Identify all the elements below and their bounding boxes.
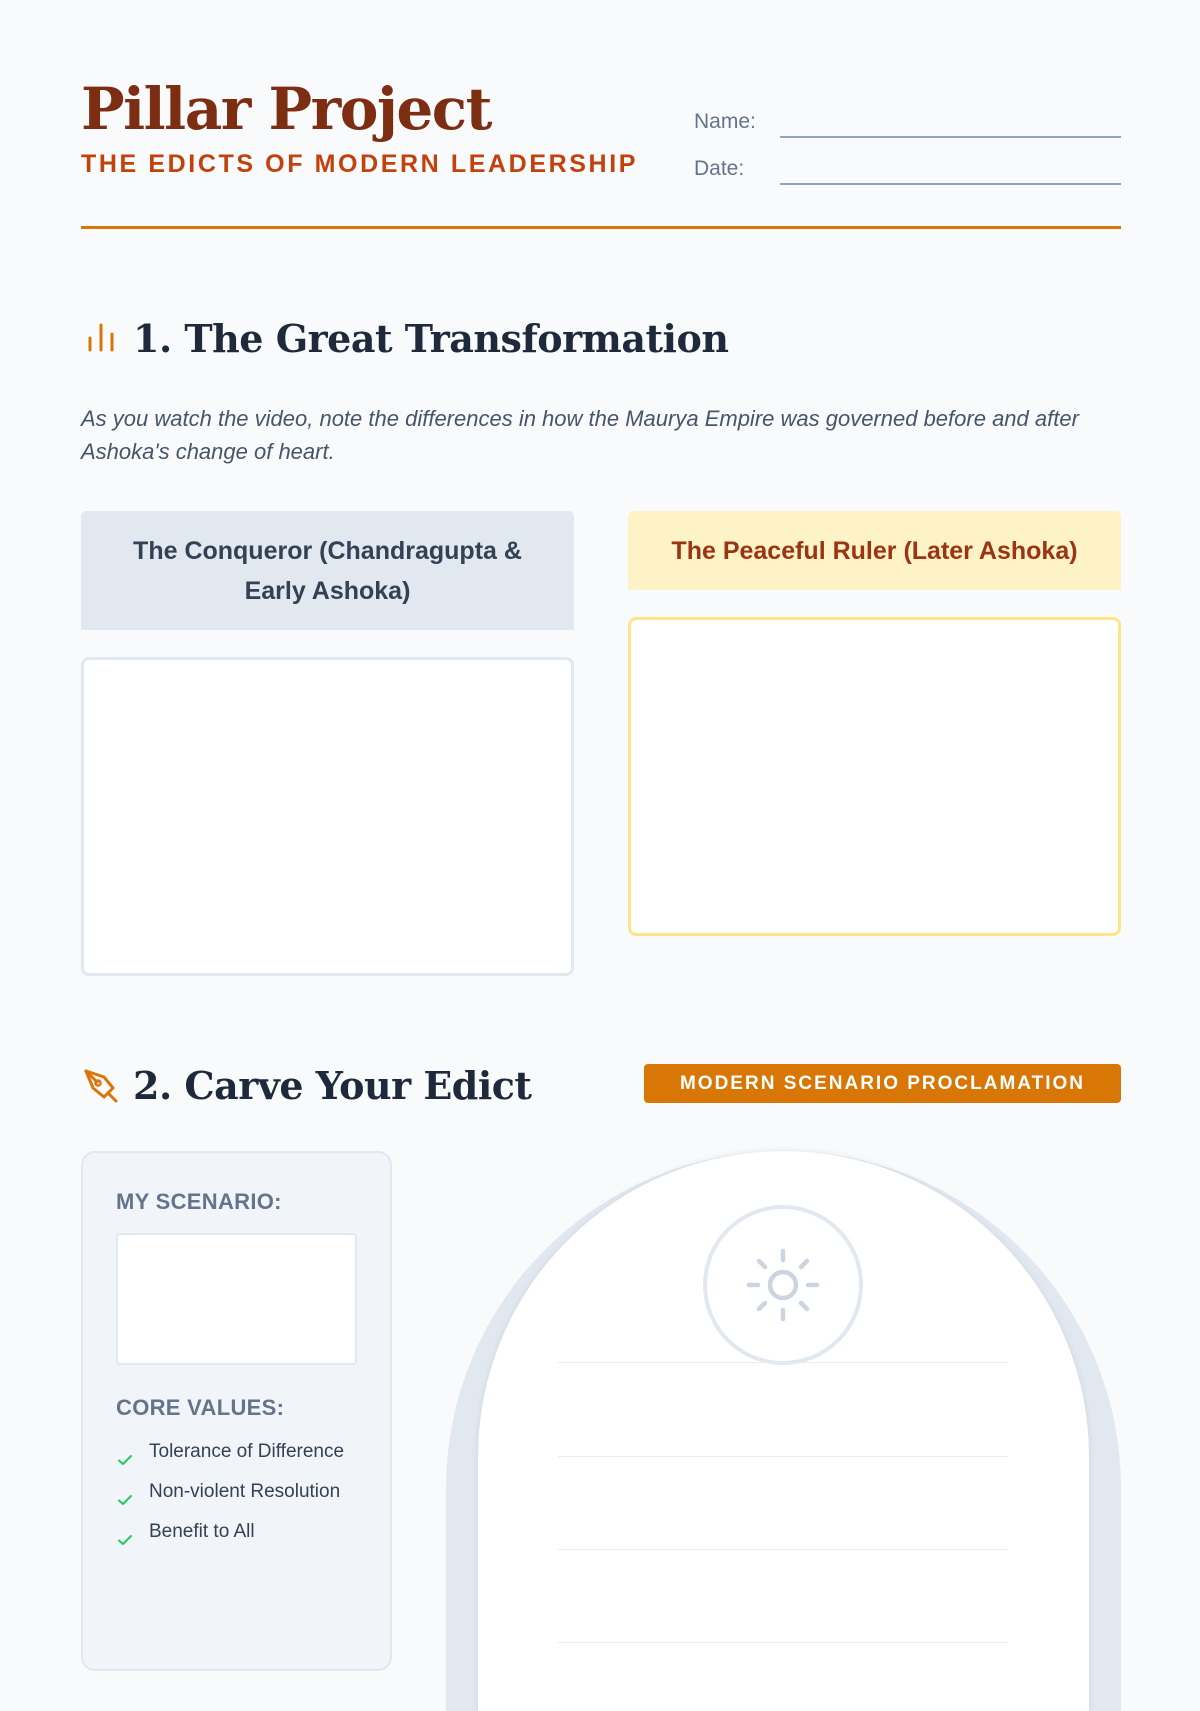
edict-pillar-arch [446,1151,1121,1711]
writing-line [558,1549,1008,1550]
worksheet-page [81,0,1121,1600]
section-1-title: 1. The Great Transformation [133,315,729,361]
core-value-text: Non-violent Resolution [149,1481,341,1502]
section-1-heading [81,313,728,363]
name-field[interactable] [780,136,1121,138]
writing-line [558,1456,1008,1457]
core-values-label: CORE VALUES: [116,1395,285,1420]
sun-emblem [703,1205,863,1365]
date-row [694,155,1121,185]
check-icon [116,1531,134,1549]
section-1-instructions: As you watch the video, note the differences in how the Maurya Empire was governed before and after Ashoka's change of heart. [81,406,1079,464]
core-value-text: Tolerance of Difference [149,1441,345,1462]
sun-icon [743,1245,823,1325]
section-2-title: 2. Carve Your Edict [133,1062,532,1108]
list-item [116,1519,366,1545]
check-icon [116,1451,134,1469]
writing-line [558,1642,1008,1643]
pen-nib-icon [81,1065,121,1105]
scenario-panel [81,1151,392,1671]
peaceful-ruler-answer-box[interactable] [628,617,1121,936]
name-label: Name: [694,110,756,133]
bar-chart-icon [81,318,121,358]
page-subtitle: THE EDICTS OF MODERN LEADERSHIP [81,150,639,178]
list-item [116,1439,366,1465]
date-label: Date: [694,157,745,180]
conqueror-column-heading: The Conqueror (Chandragupta & Early Ashoka) [81,511,574,630]
scenario-label: MY SCENARIO: [116,1189,282,1214]
page-title: Pillar Project [81,75,491,143]
writing-line [558,1362,1008,1363]
proclamation-badge: MODERN SCENARIO PROCLAMATION [644,1064,1121,1103]
header-divider [81,226,1121,229]
date-field[interactable] [780,183,1121,185]
conqueror-answer-box[interactable] [81,657,574,976]
section-2-heading [81,1060,531,1110]
scenario-input[interactable] [116,1233,357,1365]
edict-writing-area[interactable] [478,1151,1089,1711]
peaceful-ruler-column-heading: The Peaceful Ruler (Later Ashoka) [628,511,1121,590]
core-values-list [116,1439,366,1559]
list-item [116,1479,366,1505]
check-icon [116,1491,134,1509]
name-row [694,108,1121,138]
core-value-text: Benefit to All [149,1521,255,1542]
